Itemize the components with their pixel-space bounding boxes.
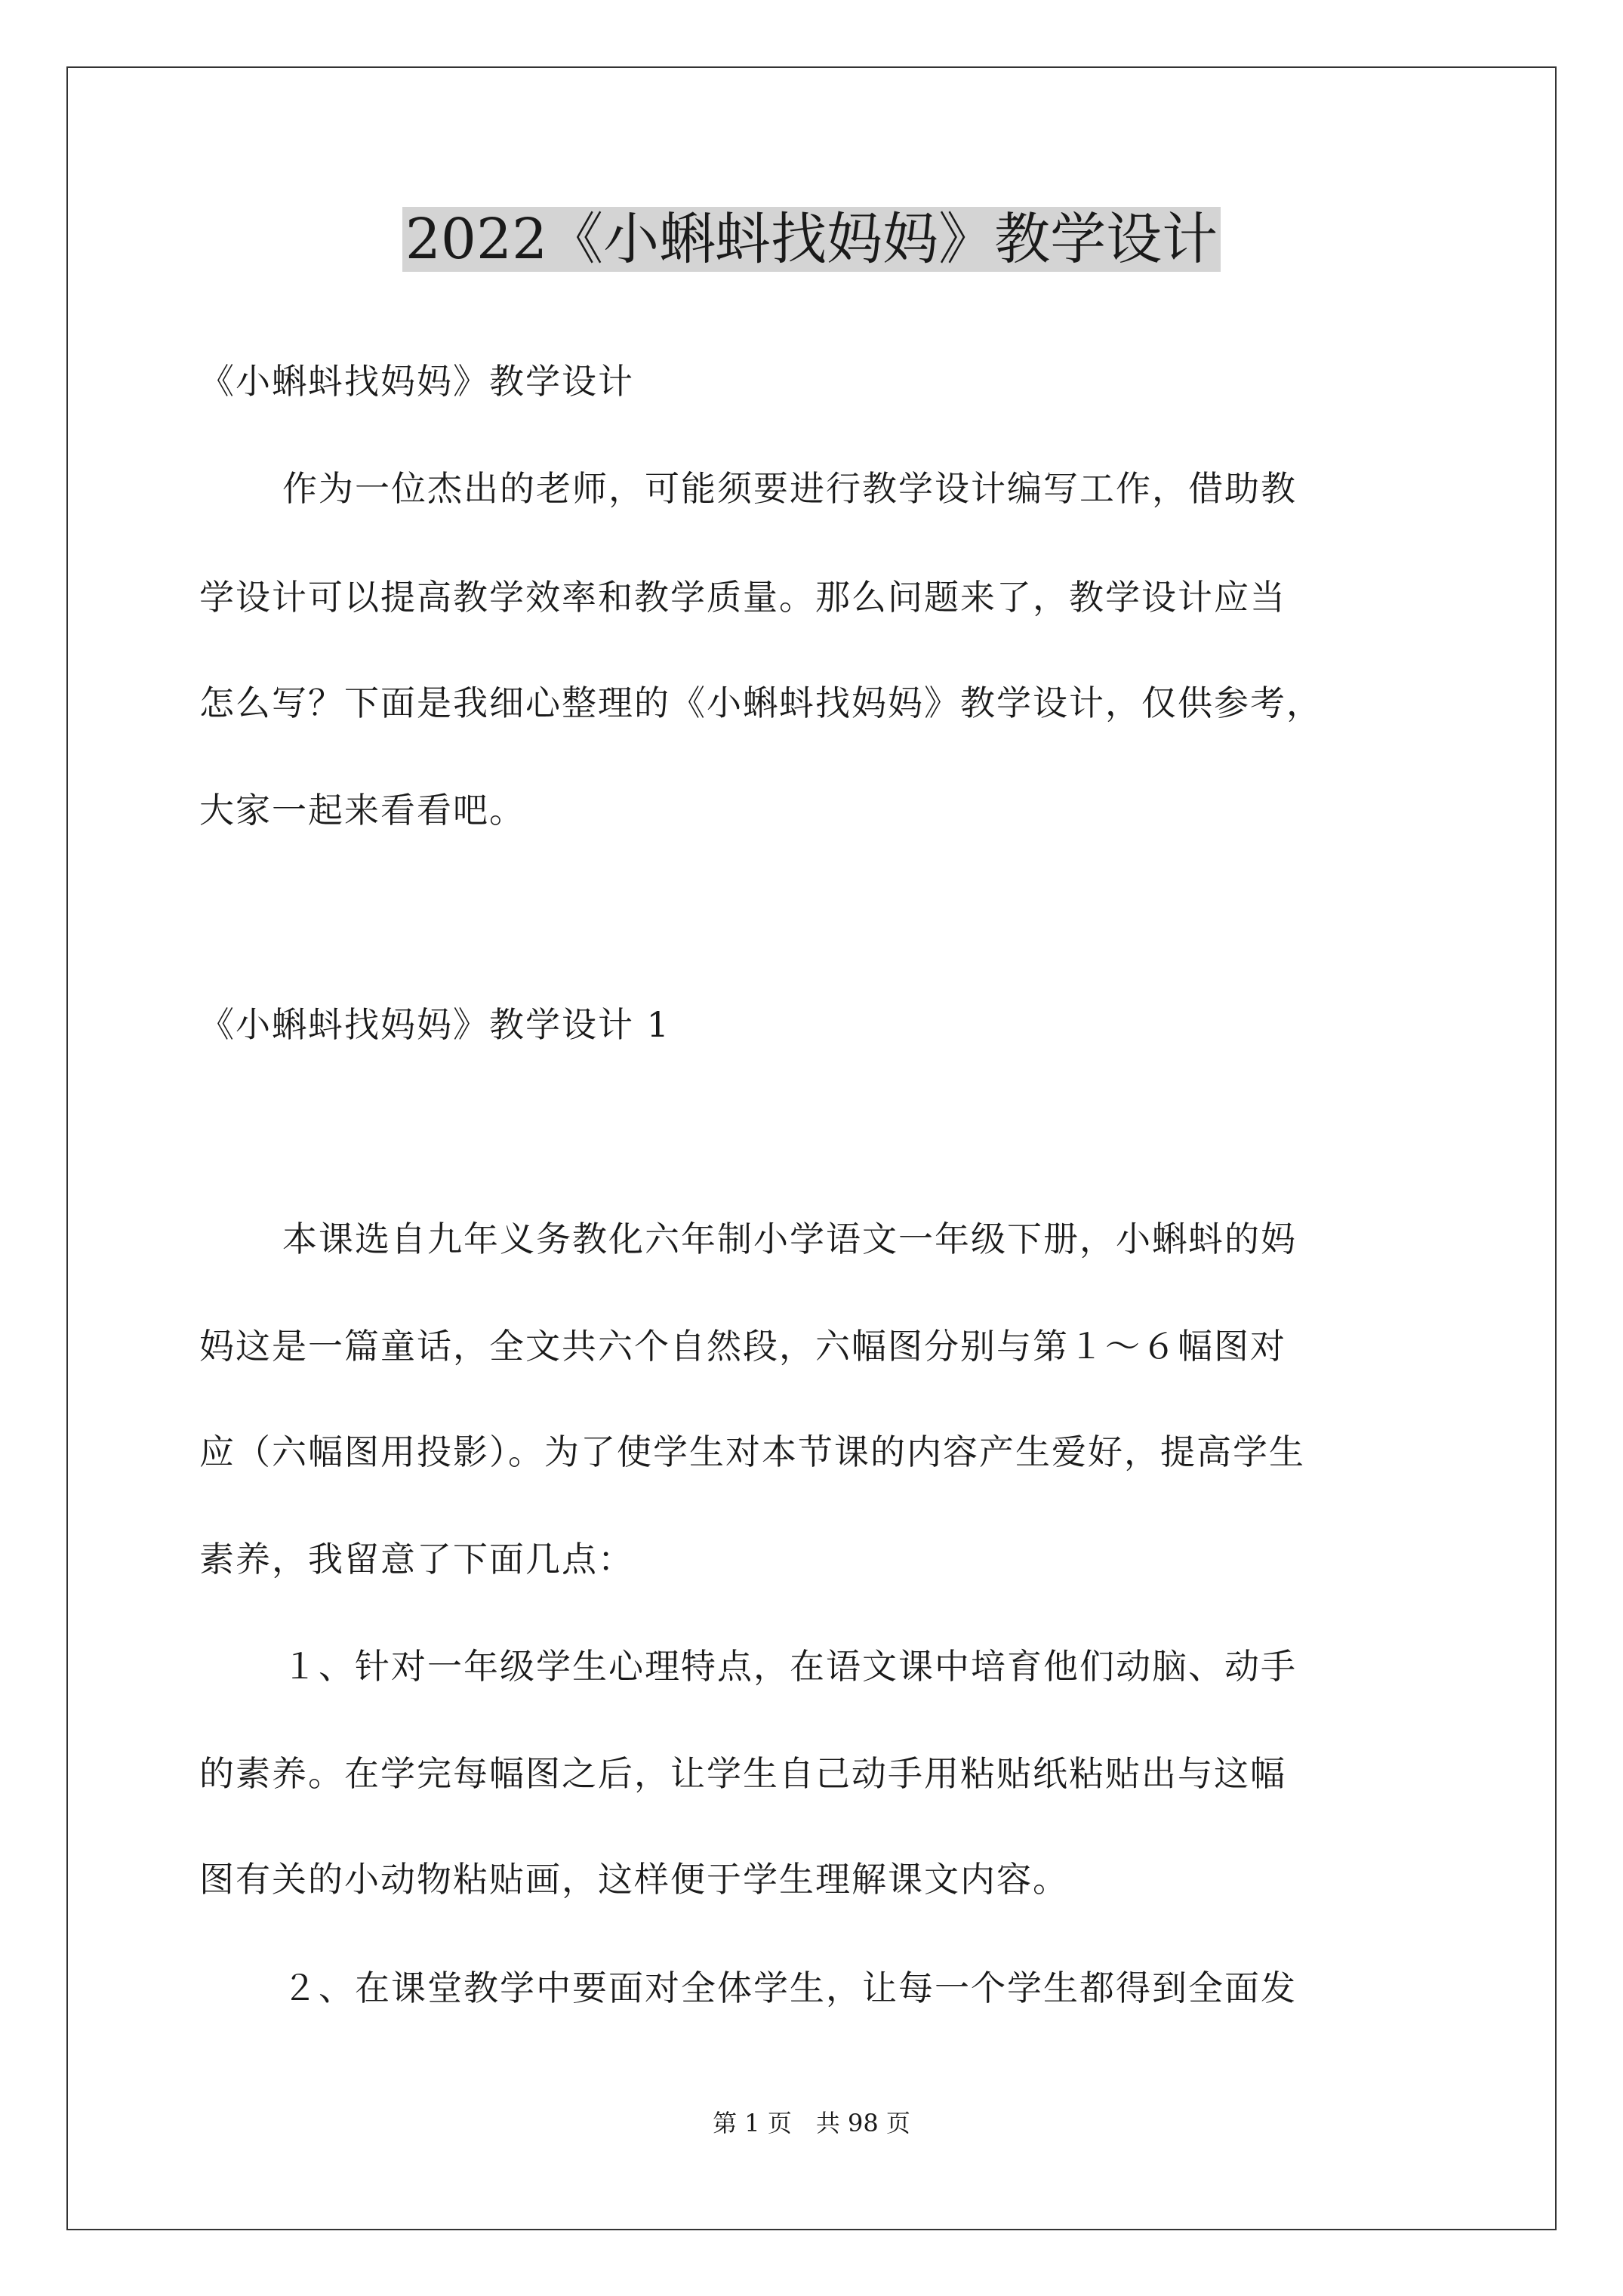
point2-line-1: ２、在课堂教学中要面对全体学生，让每一个学生都得到全面发 [282,1968,1297,2008]
point1-line-1: １、针对一年级学生心理特点，在语文课中培育他们动脑、动手 [282,1646,1297,1687]
intro-line-2: 学设计可以提高教学效率和教学质量。那么问题来了，教学设计应当 [199,577,1286,618]
document-title-text: 2022《小蝌蚪找妈妈》教学设计 [402,207,1221,272]
section-heading: 《小蝌蚪找妈妈》教学设计 1 [199,1004,670,1045]
point1-line-3: 图有关的小动物粘贴画，这样便于学生理解课文内容。 [199,1859,1069,1900]
section-line-4: 素养，我留意了下面几点： [199,1539,634,1579]
section-line-1: 本课选自九年义务教化六年制小学语文一年级下册，小蝌蚪的妈 [282,1219,1297,1259]
intro-line-1: 作为一位杰出的老师，可能须要进行教学设计编写工作，借助教 [282,468,1297,509]
document-subtitle: 《小蝌蚪找妈妈》教学设计 [199,361,634,402]
section-line-2: 妈这是一篇童话，全文共六个自然段，六幅图分别与第１～６幅图对 [199,1326,1286,1367]
intro-line-3: 怎么写？下面是我细心整理的《小蝌蚪找妈妈》教学设计，仅供参考， [199,683,1323,723]
section-line-3: 应（六幅图用投影）。为了使学生对本节课的内容产生爱好，提高学生 [199,1432,1305,1472]
point1-line-2: 的素养。在学完每幅图之后，让学生自己动手用粘贴纸粘贴出与这幅 [199,1753,1286,1794]
page-footer: 第 1 页 共 98 页 [713,2109,910,2137]
document-title [0,198,1623,281]
intro-line-4: 大家一起来看看吧。 [199,790,525,831]
